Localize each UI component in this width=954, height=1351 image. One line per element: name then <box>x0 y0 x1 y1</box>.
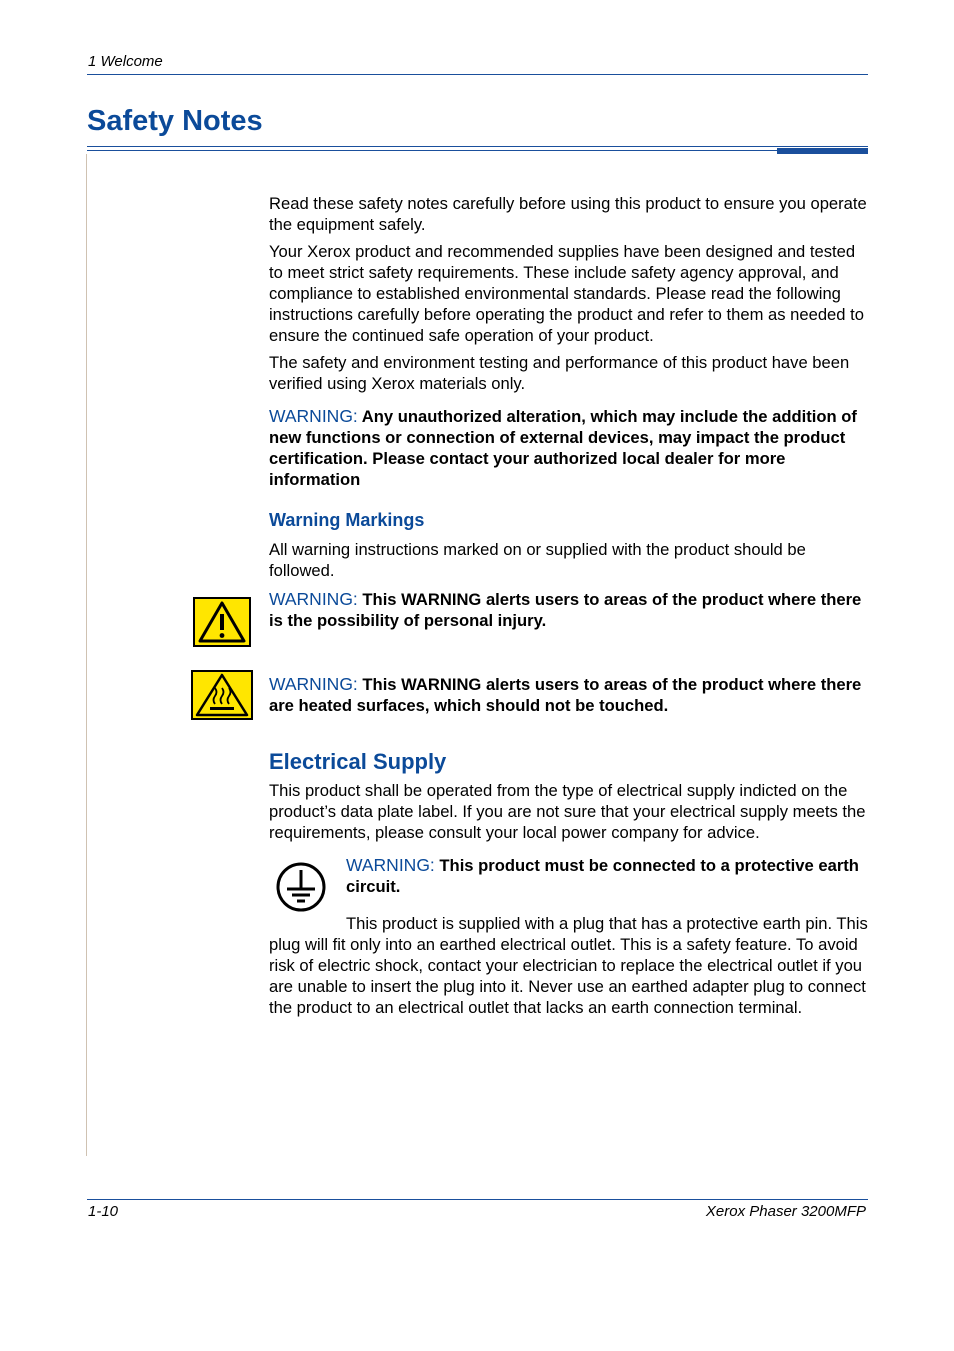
warning-text: Any unauthorized alteration, which may include the addition of new functions or connection of external devices, may impact the product certification. Please contact your authorized local dealer for more information <box>269 407 857 489</box>
page-number: 1-10 <box>88 1203 119 1220</box>
left-margin-rule <box>86 154 87 1156</box>
electrical-supply-heading: Electrical Supply <box>269 749 447 774</box>
warning-text: This WARNING alerts users to areas of the product where there are heated surfaces, which should not be touched. <box>269 675 862 715</box>
warning-label: WARNING: <box>269 406 358 426</box>
intro-paragraph: Read these safety notes carefully before using this product to ensure you operate the equipment safely. <box>269 194 867 234</box>
warning-label: WARNING: <box>346 855 435 875</box>
warning-label: WARNING: <box>269 674 358 694</box>
title-accent-bar <box>777 148 868 154</box>
marking-text <box>269 674 869 716</box>
warning-markings-heading: Warning Markings <box>269 510 425 530</box>
intro-paragraph: The safety and environment testing and performance of this product have been verified using Xerox materials only. <box>269 353 850 393</box>
warning-text: This WARNING alerts users to areas of the product where there is the possibility of personal injury. <box>269 590 862 630</box>
main-content <box>269 193 869 1024</box>
title-rule-secondary <box>87 150 868 151</box>
protective-earth-icon <box>275 861 327 918</box>
page-title: Safety Notes <box>87 105 263 137</box>
earth-warning-block <box>269 855 869 1018</box>
markings-intro: All warning instructions marked on or supplied with the product should be followed. <box>269 540 806 580</box>
product-name: Xerox Phaser 3200MFP <box>705 1203 866 1220</box>
intro-paragraph: Your Xerox product and recommended supplies have been designed and tested to meet strict safety requirements. These include safety agency approval, and compliance to established environmental standards. Please read the following instructions carefully before operating the product and refer to them as needed to ensure the continued safe operation of your product. <box>269 242 864 345</box>
marking-item <box>185 589 869 652</box>
electrical-intro: This product shall be operated from the type of electrical supply indicted on the product’s data plate label. If you are not sure that your electrical supply meets the requirements, please consult your local power company for advice. <box>269 781 866 842</box>
warning-text: This product must be connected to a protective earth circuit. <box>346 856 859 896</box>
hot-surface-warning-icon <box>185 674 269 725</box>
marking-text <box>269 589 869 631</box>
warning-main <box>269 406 869 490</box>
exclamation-warning-icon <box>185 589 269 652</box>
marking-item <box>185 674 869 725</box>
running-header: 1 Welcome <box>88 53 163 70</box>
title-rule <box>87 146 868 147</box>
earth-body: This product is supplied with a plug that has a protective earth pin. This plug will fit only into an earthed electrical outlet. This is a safety feature. To avoid risk of electric shock, contact your electrician to replace the electrical outlet if you are unable to insert the plug into it. Never use an earthed adapter plug to connect the product to an electrical outlet that lacks an earth connection terminal. <box>269 914 868 1017</box>
footer-rule <box>87 1199 868 1200</box>
header-rule <box>87 74 868 75</box>
warning-label: WARNING: <box>269 589 358 609</box>
earth-warning <box>346 855 869 897</box>
